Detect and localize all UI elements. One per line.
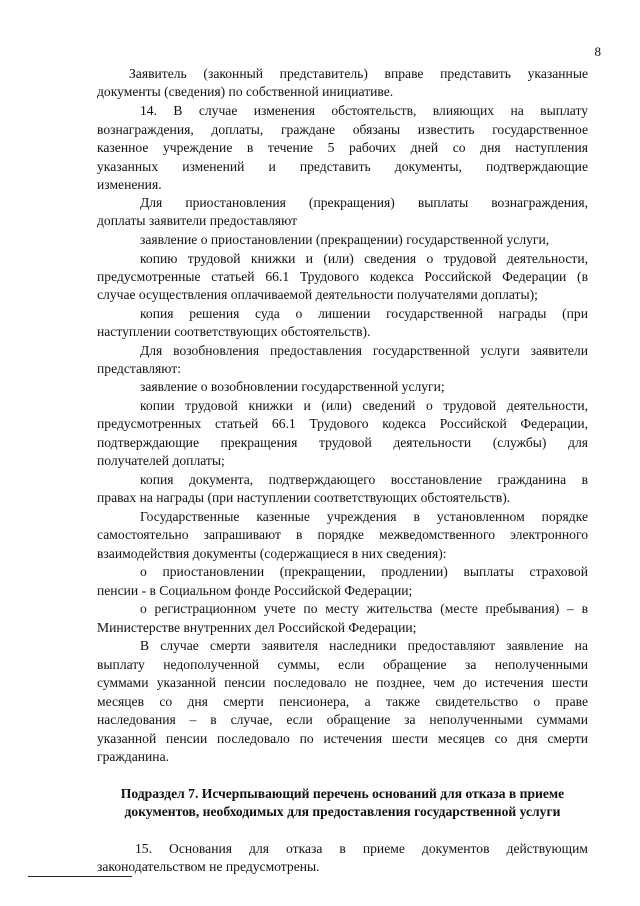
text-line: копия решения суда о лишении государственной награды (при — [140, 306, 588, 321]
text-line: подтверждающие прекращения трудовой деятельности (службы) для — [97, 435, 588, 450]
text-line: указанной пенсии последовало по истечения шести месяцев со дня смерти — [97, 731, 588, 746]
text-line: 14. В случае изменения обстоятельств, влияющих на выплату — [140, 103, 588, 118]
heading-line: документов, необходимых для предоставления государственной услуги — [124, 804, 561, 819]
text-line: пенсии - в Социальном фонде Российской Федерации; — [97, 583, 413, 598]
text-line: наступлении соответствующих обстоятельств). — [97, 324, 371, 339]
text-line: Для приостановления (прекращения) выплаты вознаграждения, — [140, 195, 588, 210]
text-line: документы (сведения) по собственной инициативе. — [97, 84, 394, 99]
text-line: взаимодействия документы (содержащиеся в них сведения): — [97, 546, 447, 561]
text-line: выплату недополученной суммы, если обращение за неполученными — [97, 657, 588, 672]
text-line: В случае смерти заявителя наследники предоставляют заявление на — [140, 638, 588, 653]
text-line: Государственные казенные учреждения в установленном порядке — [140, 509, 588, 524]
text-line: Министерстве внутренних дел Российской Федерации; — [97, 620, 417, 635]
text-line: представляют: — [97, 361, 181, 376]
text-line: изменения. — [97, 177, 162, 192]
text-line: предусмотренные статьей 66.1 Трудового кодекса Российской Федерации (в — [97, 269, 588, 284]
text-line: копия документа, подтверждающего восстановление гражданина в — [140, 472, 588, 487]
text-line: копии трудовой книжки и (или) сведений о трудовой деятельности, — [140, 398, 588, 413]
text-line: о регистрационном учете по месту жительства (месте пребывания) – в — [140, 601, 588, 616]
heading-line: Подраздел 7. Исчерпывающий перечень оснований для отказа в приеме — [120, 786, 565, 801]
footnote-separator — [28, 876, 132, 877]
text-line: заявление о возобновлении государственной услуги; — [140, 379, 445, 394]
text-line: случае осуществления оплачиваемой деятельности получателями доплаты); — [97, 287, 538, 302]
text-line: копию трудовой книжки и (или) сведения о трудовой деятельности, — [140, 251, 588, 266]
text-line: самостоятельно запрашивают в порядке межведомственного электронного — [97, 527, 588, 542]
text-line: гражданина. — [97, 749, 170, 764]
text-line: получателей доплаты; — [97, 453, 225, 468]
text-line: Для возобновления предоставления государственной услуги заявители — [140, 343, 588, 358]
text-line: вознаграждения, доплаты, граждане обязаны известить государственное — [97, 122, 588, 137]
text-line: суммами указанной пенсии последовало не позднее, чем до истечения шести — [97, 675, 588, 690]
page-number: 8 — [594, 44, 601, 59]
text-line: законодательством не предусмотрены. — [97, 859, 320, 874]
text-line: правах на награды (при наступлении соответствующих обстоятельств). — [97, 490, 511, 505]
text-line: месяцев со дня смерти пенсионера, а также свидетельство о праве — [97, 694, 588, 709]
text-line: заявление о приостановлении (прекращении) государственной услуги, — [140, 232, 550, 247]
text-line: предусмотренных статьей 66.1 Трудового кодекса Российской Федерации, — [97, 416, 588, 431]
text-line: наследования – в случае, если обращение за неполученными суммами — [97, 712, 588, 727]
text-line: Заявитель (законный представитель) вправе представить указанные — [129, 66, 588, 81]
text-line: указанных изменений и представить документы, подтверждающие — [97, 159, 588, 174]
text-line: о приостановлении (прекращении, продлении) выплаты страховой — [140, 564, 588, 579]
text-line: казенное учреждение в течение 5 рабочих дней со дня наступления — [97, 140, 588, 155]
text-line: доплаты заявители предоставляют — [97, 213, 298, 228]
text-line: 15. Основания для отказа в приеме документов действующим — [135, 841, 588, 856]
